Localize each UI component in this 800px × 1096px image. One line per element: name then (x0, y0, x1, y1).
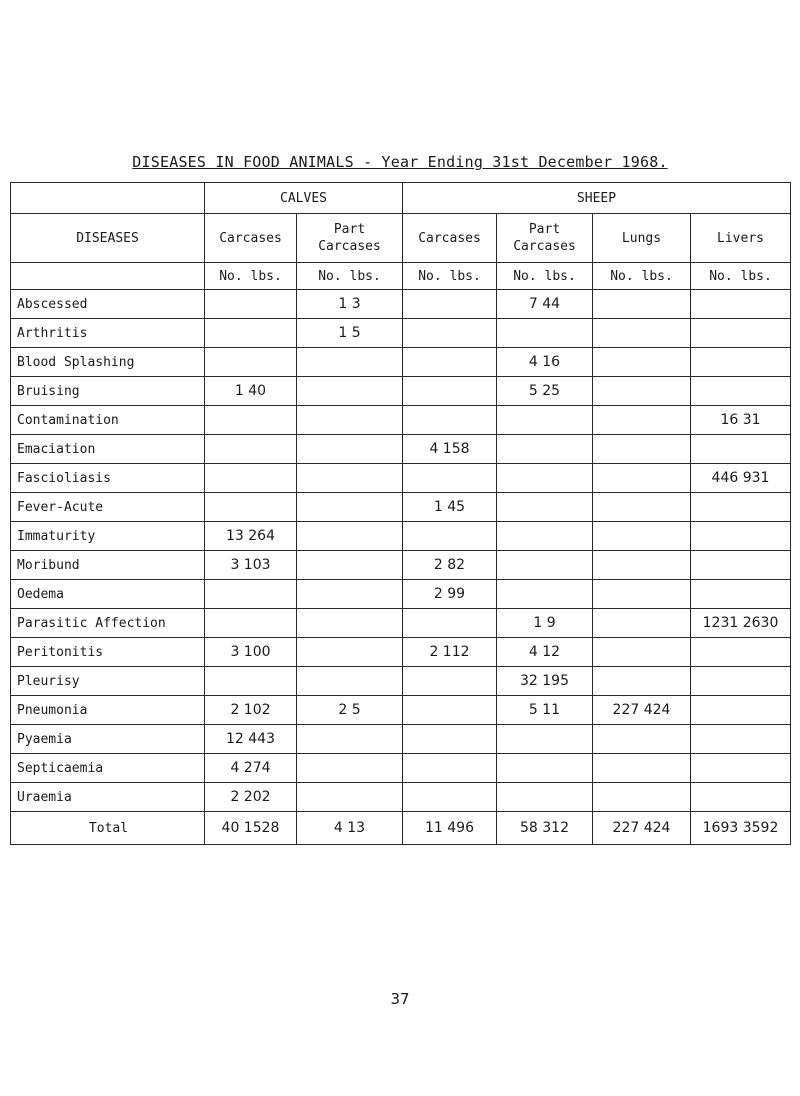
value-cell (205, 348, 297, 377)
disease-name: Moribund (11, 551, 205, 580)
group-header-sheep: SHEEP (403, 183, 791, 214)
total-row (11, 812, 791, 845)
disease-name: Pleurisy (11, 667, 205, 696)
page-title (0, 153, 800, 171)
value-cell (497, 435, 593, 464)
value-cell (403, 522, 497, 551)
disease-name: Emaciation (11, 435, 205, 464)
value-cell (593, 754, 691, 783)
value-cell: 2 5 (297, 696, 403, 725)
value-cell (691, 783, 791, 812)
value-cell (691, 319, 791, 348)
value-cell (205, 580, 297, 609)
table-row (11, 406, 791, 435)
value-cell (593, 377, 691, 406)
value-cell (297, 493, 403, 522)
disease-name: Peritonitis (11, 638, 205, 667)
value-cell (297, 551, 403, 580)
value-cell (497, 725, 593, 754)
value-cell (691, 725, 791, 754)
value-cell (205, 493, 297, 522)
value-cell (297, 377, 403, 406)
value-cell: 2 202 (205, 783, 297, 812)
value-cell (691, 754, 791, 783)
value-cell: 7 44 (497, 290, 593, 319)
column-header-row (11, 214, 791, 263)
page-number: 37 (390, 990, 410, 1008)
title-text: DISEASES IN FOOD ANIMALS - Year Ending 31st December 1968. (132, 153, 668, 171)
table-row (11, 377, 791, 406)
value-cell (297, 638, 403, 667)
value-cell (297, 667, 403, 696)
value-cell: 2 112 (403, 638, 497, 667)
table-row (11, 580, 791, 609)
table-row (11, 348, 791, 377)
value-cell (497, 754, 593, 783)
table-row (11, 609, 791, 638)
disease-name: Oedema (11, 580, 205, 609)
disease-name: Fever-Acute (11, 493, 205, 522)
value-cell: 4 16 (497, 348, 593, 377)
value-cell (403, 725, 497, 754)
value-cell: 2 102 (205, 696, 297, 725)
table-row (11, 725, 791, 754)
value-cell (403, 696, 497, 725)
value-cell (691, 348, 791, 377)
disease-name: Uraemia (11, 783, 205, 812)
group-header-calves: CALVES (205, 183, 403, 214)
value-cell (691, 377, 791, 406)
value-cell: 2 82 (403, 551, 497, 580)
disease-name: Contamination (11, 406, 205, 435)
value-cell: 4 12 (497, 638, 593, 667)
value-cell: 4 158 (403, 435, 497, 464)
value-cell (297, 435, 403, 464)
disease-name: Parasitic Affection (11, 609, 205, 638)
unit-label: No. lbs. (403, 263, 497, 290)
group-header-blank (11, 183, 205, 214)
header-calves-carcases: Carcases (205, 214, 297, 263)
value-cell: 1693 3592 (691, 812, 791, 845)
value-cell (691, 290, 791, 319)
value-cell: 2 99 (403, 580, 497, 609)
value-cell (497, 580, 593, 609)
table-row (11, 551, 791, 580)
value-cell (593, 725, 691, 754)
table-body (11, 290, 791, 845)
value-cell (403, 667, 497, 696)
value-cell (297, 348, 403, 377)
table-row (11, 667, 791, 696)
table-row (11, 435, 791, 464)
value-cell: 12 443 (205, 725, 297, 754)
unit-label: No. lbs. (297, 263, 403, 290)
value-cell: 446 931 (691, 464, 791, 493)
value-cell: 4 274 (205, 754, 297, 783)
value-cell (297, 406, 403, 435)
value-cell (593, 667, 691, 696)
units-row (11, 263, 791, 290)
value-cell (205, 290, 297, 319)
value-cell (593, 493, 691, 522)
value-cell (297, 754, 403, 783)
value-cell (593, 522, 691, 551)
value-cell (497, 522, 593, 551)
unit-label: No. lbs. (691, 263, 791, 290)
value-cell (297, 580, 403, 609)
value-cell (205, 435, 297, 464)
value-cell (593, 609, 691, 638)
total-label: Total (11, 812, 205, 845)
value-cell: 40 1528 (205, 812, 297, 845)
value-cell (691, 667, 791, 696)
diseases-table (10, 182, 791, 845)
value-cell (403, 754, 497, 783)
value-cell (593, 580, 691, 609)
value-cell (403, 319, 497, 348)
value-cell: 1 3 (297, 290, 403, 319)
value-cell (205, 319, 297, 348)
value-cell: 16 31 (691, 406, 791, 435)
disease-name: Arthritis (11, 319, 205, 348)
header-sheep-part-carcases: Part Carcases (497, 214, 593, 263)
value-cell (205, 667, 297, 696)
value-cell (205, 464, 297, 493)
header-lungs: Lungs (593, 214, 691, 263)
value-cell (593, 435, 691, 464)
value-cell (593, 551, 691, 580)
value-cell (691, 580, 791, 609)
value-cell (593, 348, 691, 377)
value-cell: 1 40 (205, 377, 297, 406)
units-blank (11, 263, 205, 290)
value-cell: 5 25 (497, 377, 593, 406)
table-row (11, 493, 791, 522)
value-cell (593, 406, 691, 435)
table-row (11, 638, 791, 667)
value-cell: 1231 2630 (691, 609, 791, 638)
value-cell: 3 103 (205, 551, 297, 580)
value-cell: 1 5 (297, 319, 403, 348)
value-cell (593, 638, 691, 667)
disease-name: Blood Splashing (11, 348, 205, 377)
value-cell: 1 9 (497, 609, 593, 638)
value-cell (403, 377, 497, 406)
value-cell (403, 464, 497, 493)
value-cell (297, 725, 403, 754)
value-cell (403, 783, 497, 812)
value-cell: 227 424 (593, 696, 691, 725)
value-cell (403, 348, 497, 377)
value-cell (497, 319, 593, 348)
value-cell (403, 290, 497, 319)
table-row (11, 290, 791, 319)
table-row (11, 464, 791, 493)
table-row (11, 319, 791, 348)
value-cell: 32 195 (497, 667, 593, 696)
value-cell: 5 11 (497, 696, 593, 725)
value-cell (691, 493, 791, 522)
value-cell (497, 406, 593, 435)
disease-name: Bruising (11, 377, 205, 406)
value-cell: 4 13 (297, 812, 403, 845)
value-cell (297, 464, 403, 493)
value-cell: 1 45 (403, 493, 497, 522)
value-cell (691, 696, 791, 725)
disease-name: Abscessed (11, 290, 205, 319)
table-row (11, 754, 791, 783)
value-cell (297, 522, 403, 551)
table-row (11, 783, 791, 812)
value-cell (497, 464, 593, 493)
value-cell (205, 609, 297, 638)
value-cell (691, 435, 791, 464)
value-cell (593, 464, 691, 493)
unit-label: No. lbs. (593, 263, 691, 290)
disease-name: Fascioliasis (11, 464, 205, 493)
header-livers: Livers (691, 214, 791, 263)
value-cell (403, 406, 497, 435)
value-cell (205, 406, 297, 435)
value-cell (297, 609, 403, 638)
value-cell (691, 551, 791, 580)
value-cell (593, 319, 691, 348)
value-cell (403, 609, 497, 638)
value-cell (593, 290, 691, 319)
table-row (11, 696, 791, 725)
header-diseases: DISEASES (11, 214, 205, 263)
header-sheep-carcases: Carcases (403, 214, 497, 263)
value-cell: 227 424 (593, 812, 691, 845)
table-row (11, 522, 791, 551)
value-cell: 11 496 (403, 812, 497, 845)
disease-name: Pyaemia (11, 725, 205, 754)
value-cell (497, 783, 593, 812)
unit-label: No. lbs. (497, 263, 593, 290)
value-cell (691, 522, 791, 551)
header-calves-part-carcases: Part Carcases (297, 214, 403, 263)
value-cell: 58 312 (497, 812, 593, 845)
disease-name: Immaturity (11, 522, 205, 551)
value-cell (691, 638, 791, 667)
value-cell (497, 493, 593, 522)
value-cell (297, 783, 403, 812)
value-cell (497, 551, 593, 580)
disease-name: Septicaemia (11, 754, 205, 783)
value-cell (593, 783, 691, 812)
group-header-row (11, 183, 791, 214)
value-cell: 13 264 (205, 522, 297, 551)
disease-name: Pneumonia (11, 696, 205, 725)
unit-label: No. lbs. (205, 263, 297, 290)
value-cell: 3 100 (205, 638, 297, 667)
